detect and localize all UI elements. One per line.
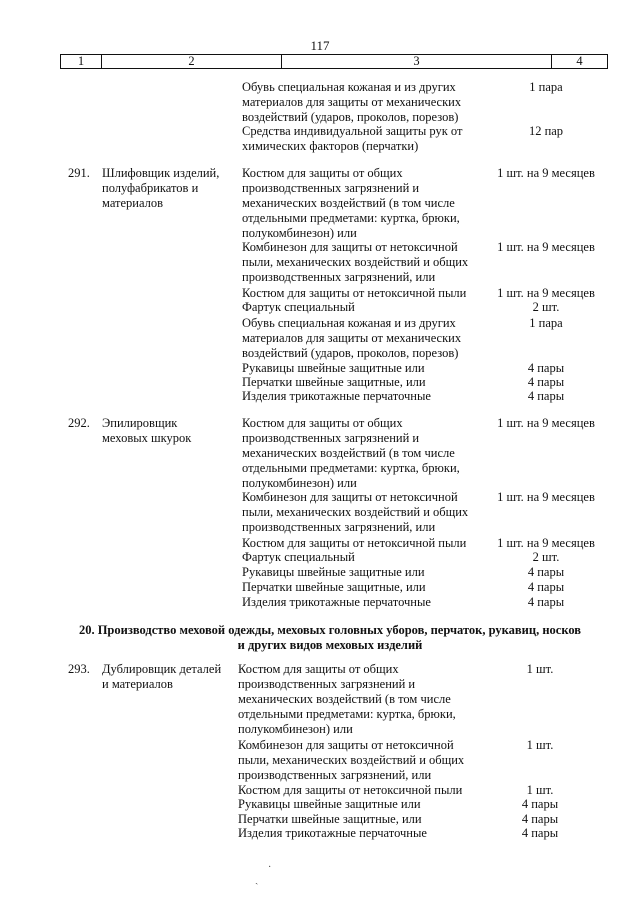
item-quantity: 2 шт. [532, 300, 560, 314]
item-quantity: 1 шт. [526, 662, 554, 676]
item-description: материалов для защиты от механических [242, 95, 462, 109]
table-header [60, 54, 608, 69]
item-description: пыли, механических воздействий и общих [238, 753, 465, 767]
job-title: полуфабрикатов и [102, 181, 199, 195]
item-description: производственных загрязнений и [238, 677, 416, 691]
item-description: механических воздействий (в том числе [242, 196, 455, 210]
item-description: отдельными предметами: куртка, брюки, [238, 707, 456, 721]
job-title: и материалов [102, 677, 173, 691]
item-description: производственных загрязнений, или [242, 270, 436, 284]
item-quantity: 4 пары [527, 595, 565, 609]
item-description: материалов для защиты от механических [242, 331, 462, 345]
item-description: полукомбинезон) или [242, 226, 357, 240]
item-description: воздействий (ударов, проколов, порезов) [242, 346, 459, 360]
entry-number: 292. [68, 416, 90, 430]
item-description: Костюм для защиты от нетоксичной пыли [242, 286, 467, 300]
item-description: Изделия трикотажные перчаточные [242, 595, 431, 609]
item-quantity: 4 пары [527, 389, 565, 403]
item-description: пыли, механических воздействий и общих [242, 505, 469, 519]
item-quantity: 1 шт. на 9 месяцев [497, 166, 595, 180]
item-description: Обувь специальная кожаная и из других [242, 316, 456, 330]
item-description: механических воздействий (в том числе [242, 446, 455, 460]
job-title: Дублировщик деталей [102, 662, 222, 676]
entry-number: 291. [68, 166, 90, 180]
item-quantity: 12 пар [528, 124, 564, 138]
item-description: производственных загрязнений, или [238, 768, 432, 782]
item-description: Костюм для защиты от общих [238, 662, 399, 676]
item-quantity: 4 пары [527, 580, 565, 594]
item-quantity: 4 пары [527, 361, 565, 375]
header-col-4: 4 [576, 54, 583, 68]
item-description: Перчатки швейные защитные, или [238, 812, 422, 826]
item-quantity: 4 пары [521, 826, 559, 840]
item-quantity: 1 шт. на 9 месяцев [497, 490, 595, 504]
item-description: полукомбинезон) или [242, 476, 357, 490]
item-quantity: 1 пара [529, 80, 563, 94]
item-description: Фартук специальный [242, 300, 355, 314]
item-description: Рукавицы швейные защитные или [242, 361, 425, 375]
item-description: Средства индивидуальной защиты рук от [242, 124, 463, 138]
item-quantity: 1 шт. на 9 месяцев [497, 416, 595, 430]
item-quantity: 4 пары [527, 565, 565, 579]
item-quantity: 1 шт. [526, 738, 554, 752]
job-title: Эпилировщик [102, 416, 178, 430]
item-description: Костюм для защиты от нетоксичной пыли [238, 783, 463, 797]
item-quantity: 1 пара [529, 316, 563, 330]
job-title: меховых шкурок [102, 431, 192, 445]
section-title: и других видов меховых изделий [237, 638, 423, 652]
item-description: химических факторов (перчатки) [242, 139, 419, 153]
entry-number: 293. [68, 662, 90, 676]
item-description: Обувь специальная кожаная и из других [242, 80, 456, 94]
item-description: Костюм для защиты от нетоксичной пыли [242, 536, 467, 550]
header-col-1: 1 [77, 54, 85, 68]
section-title: 20. Производство меховой одежды, меховых головных уборов, перчаток, рукавиц, носков [78, 623, 582, 637]
item-description: пыли, механических воздействий и общих [242, 255, 469, 269]
item-description: воздействий (ударов, проколов, порезов) [242, 110, 459, 124]
job-title: материалов [102, 196, 164, 210]
item-quantity: 4 пары [521, 812, 559, 826]
item-quantity: 4 пары [527, 375, 565, 389]
item-description: Костюм для защиты от общих [242, 416, 403, 430]
item-quantity: 1 шт. [526, 783, 554, 797]
item-description: полукомбинезон) или [238, 722, 353, 736]
item-description: отдельными предметами: куртка, брюки, [242, 461, 460, 475]
item-description: Костюм для защиты от общих [242, 166, 403, 180]
item-description: производственных загрязнений, или [242, 520, 436, 534]
scan-speck: · [268, 862, 272, 873]
item-description: Перчатки швейные защитные, или [242, 375, 426, 389]
item-description: производственных загрязнений и [242, 431, 420, 445]
job-title: Шлифовщик изделий, [102, 166, 220, 180]
item-quantity: 1 шт. на 9 месяцев [497, 240, 595, 254]
item-description: Рукавицы швейные защитные или [238, 797, 421, 811]
scan-speck: ˎ [255, 874, 259, 885]
item-quantity: 1 шт. на 9 месяцев [497, 286, 595, 300]
item-description: отдельными предметами: куртка, брюки, [242, 211, 460, 225]
item-description: Комбинезон для защиты от нетоксичной [238, 738, 454, 752]
header-col-2: 2 [188, 54, 195, 68]
item-quantity: 4 пары [521, 797, 559, 811]
page-number: 117 [310, 38, 330, 53]
item-description: Комбинезон для защиты от нетоксичной [242, 240, 458, 254]
item-description: Изделия трикотажные перчаточные [242, 389, 431, 403]
item-description: Фартук специальный [242, 550, 355, 564]
item-quantity: 2 шт. [532, 550, 560, 564]
item-description: Перчатки швейные защитные, или [242, 580, 426, 594]
item-description: Комбинезон для защиты от нетоксичной [242, 490, 458, 504]
item-description: производственных загрязнений и [242, 181, 420, 195]
item-description: Изделия трикотажные перчаточные [238, 826, 427, 840]
item-description: механических воздействий (в том числе [238, 692, 451, 706]
item-description: Рукавицы швейные защитные или [242, 565, 425, 579]
header-col-3: 3 [413, 54, 420, 68]
item-quantity: 1 шт. на 9 месяцев [497, 536, 595, 550]
